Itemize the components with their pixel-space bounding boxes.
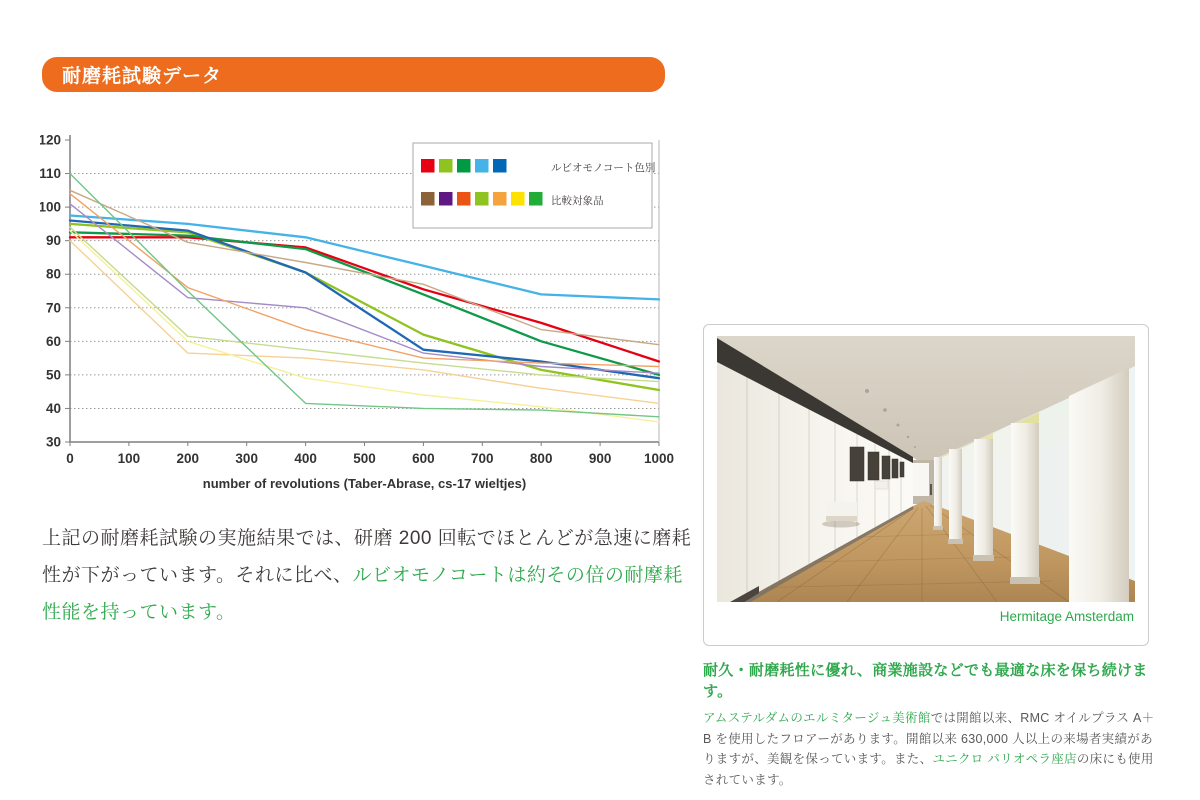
door-post [930,484,932,495]
x-tick-label: 1000 [643,451,675,466]
legend-swatch [439,159,453,173]
y-tick-label: 80 [45,266,61,282]
y-tick-label: 120 [40,132,61,148]
window-pane [1129,366,1135,602]
info-block [703,659,1159,790]
legend-label: ルビオモノコート色別 [551,162,656,174]
section-banner [42,57,665,92]
section-title: 耐磨耗試験データ [62,66,223,87]
info-green-uniqlo: ユニクロ パリオペラ座店 [932,752,1077,766]
summary-text-black: 上記の耐磨耗試験の実施結果では、研磨 200 回転でほとんどが急速に磨耗性が下がっています。それに比べ、 [42,528,692,586]
abrasion-chart [40,130,680,500]
bench-far [875,481,888,489]
bench-shadow [822,521,860,528]
info-text-1: では開館以来、RMC オイルプラス A＋B を使用したフロアーがあります。開館以来 630,000 人以上の来場者実績がありますが、美観を保っています。また、 [703,711,1155,766]
legend-swatch [493,159,507,173]
x-tick-label: 500 [353,451,376,466]
bench [826,502,857,516]
x-tick-label: 0 [66,451,74,466]
legend-swatch [529,192,543,206]
legend-box [413,143,652,228]
legend-label: 比較対象品 [551,195,604,207]
y-tick-label: 40 [45,400,61,416]
x-tick-label: 600 [412,451,435,466]
legend-swatch [493,192,507,206]
legend-swatch [457,192,471,206]
y-tick-label: 30 [45,434,61,450]
bench-side [826,516,857,521]
series-comp-yellow [70,231,659,422]
x-tick-label: 900 [588,451,612,466]
info-heading: 耐久・耐磨耗性に優れ、商業施設などでも最適な床を保ち続けます。 [703,662,1148,700]
summary-text-green: ルビオモノコートは約その倍の耐摩耗性能を持っています。 [42,565,683,623]
y-tick-label: 60 [45,333,61,349]
summary-paragraph [42,520,692,631]
abrasion-chart-svg [40,130,680,500]
series-rubio-red [70,237,659,361]
y-tick-label: 110 [40,166,61,182]
x-axis-title: number of revolutions (Taber-Abrase, cs-17 wieltjes) [202,476,527,491]
legend-swatch [457,159,471,173]
y-tick-label: 70 [45,300,61,316]
hallway-illustration [717,336,1135,602]
x-tick-label: 400 [294,451,317,466]
x-tick-label: 100 [117,451,141,466]
photo-caption: Hermitage Amsterdam [999,609,1134,624]
legend-swatch [475,159,489,173]
series-comp-amber [70,241,659,404]
x-tick-label: 300 [235,451,258,466]
y-tick-label: 100 [40,199,61,215]
y-tick-label: 50 [45,367,61,383]
legend-swatch [511,192,525,206]
legend-swatch [421,192,435,206]
info-green-hermitage: アムステルダムのエルミタージュ美術館 [703,711,931,725]
info-body [703,708,1159,790]
legend-swatch [475,192,489,206]
x-tick-label: 700 [471,451,494,466]
photo-card [703,324,1149,646]
legend-swatch [421,159,435,173]
y-tick-label: 90 [45,233,61,249]
legend-swatch [439,192,453,206]
hallway-photo [717,336,1135,602]
info-text-2: の床にも使用されています。 [703,752,1154,787]
x-tick-label: 200 [176,451,200,466]
series-rubio-blue [70,221,659,379]
x-tick-label: 800 [529,451,553,466]
